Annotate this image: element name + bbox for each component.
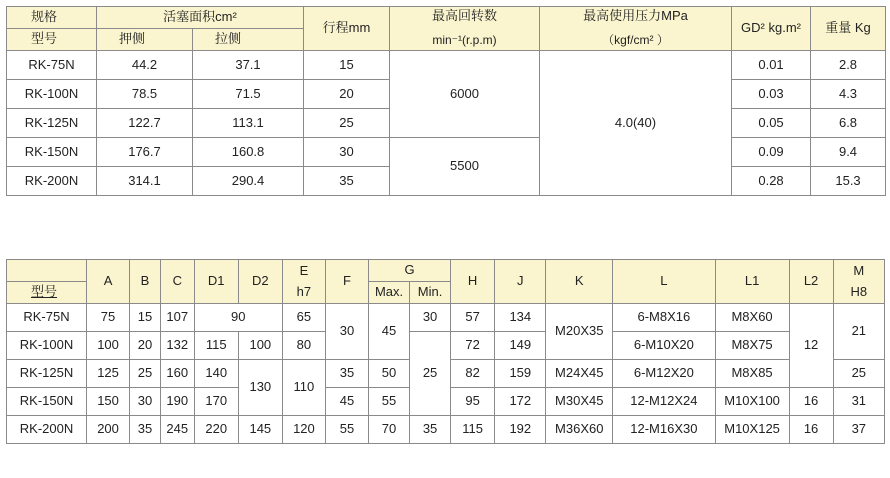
- header-weight: 重量 Kg: [811, 7, 886, 51]
- cell-pressure: 4.0(40): [540, 51, 732, 196]
- header-E-sub: h7: [296, 283, 312, 299]
- cell-J: 159: [495, 360, 546, 388]
- cell-model: RK-150N: [7, 138, 97, 167]
- cell-L1: M10X125: [715, 416, 789, 444]
- header-K: K: [546, 260, 613, 304]
- cell-push: 176.7: [97, 138, 193, 167]
- cell-L2-merged: 12: [789, 304, 833, 388]
- header-M-sub: H8: [850, 283, 868, 299]
- table-row: [7, 332, 885, 360]
- cell-B: 25: [130, 360, 161, 388]
- cell-E-merged: 110: [282, 360, 325, 416]
- cell-F: 35: [325, 360, 368, 388]
- cell-stroke: 30: [304, 138, 390, 167]
- header-M-label: M: [853, 262, 865, 278]
- table-row: [7, 138, 886, 167]
- cell-D2: 100: [238, 332, 282, 360]
- cell-F: 55: [325, 416, 368, 444]
- cell-L1: M8X85: [715, 360, 789, 388]
- table-row: [7, 304, 885, 332]
- header-gd2: GD² kg.m²: [732, 7, 811, 51]
- cell-L: 6-M12X20: [613, 360, 716, 388]
- cell-G-max: 55: [369, 388, 410, 416]
- cell-C: 190: [160, 388, 194, 416]
- cell-L: 12-M12X24: [613, 388, 716, 416]
- header-F: F: [325, 260, 368, 304]
- cell-B: 35: [130, 416, 161, 444]
- cell-J: 149: [495, 332, 546, 360]
- cell-stroke: 35: [304, 167, 390, 196]
- cell-G-max-merged: 45: [369, 304, 410, 360]
- header-D1: D1: [194, 260, 238, 304]
- cell-B: 15: [130, 304, 161, 332]
- cell-D2-merged: 130: [238, 360, 282, 416]
- cell-M-merged: 21: [833, 304, 884, 360]
- cell-D2: 145: [238, 416, 282, 444]
- cell-H: 57: [451, 304, 495, 332]
- cell-push: 44.2: [97, 51, 193, 80]
- cell-L1: M8X75: [715, 332, 789, 360]
- cell-A: 100: [87, 332, 130, 360]
- cell-A: 75: [87, 304, 130, 332]
- max-speed-unit: min⁻¹(r.p.m): [432, 33, 497, 48]
- cell-G-max: 70: [369, 416, 410, 444]
- header-A: A: [87, 260, 130, 304]
- cell-J: 172: [495, 388, 546, 416]
- cell-A: 125: [87, 360, 130, 388]
- header-piston-area: 活塞面积cm²: [97, 7, 304, 29]
- cell-model: RK-75N: [7, 51, 97, 80]
- cell-A: 150: [87, 388, 130, 416]
- cell-A: 200: [87, 416, 130, 444]
- header-model-blank: [7, 260, 87, 282]
- cell-weight: 9.4: [811, 138, 886, 167]
- cell-M: 37: [833, 416, 884, 444]
- cell-G-min-merged: 25: [410, 332, 451, 416]
- cell-E: 120: [282, 416, 325, 444]
- header-B: B: [130, 260, 161, 304]
- cell-B: 20: [130, 332, 161, 360]
- header-D2: D2: [238, 260, 282, 304]
- max-speed-label: 最高回转数: [432, 8, 498, 24]
- cell-L1: M10X100: [715, 388, 789, 416]
- cell-F-merged: 30: [325, 304, 368, 360]
- cell-K: M36X60: [546, 416, 613, 444]
- spec-table-dimensions: [6, 259, 885, 444]
- cell-stroke: 20: [304, 80, 390, 109]
- cell-gd2: 0.28: [732, 167, 811, 196]
- cell-L2: 16: [789, 388, 833, 416]
- header-M: [833, 260, 884, 304]
- cell-G-min: 35: [410, 416, 451, 444]
- header-E-label: E: [299, 262, 309, 278]
- cell-model: RK-125N: [7, 109, 97, 138]
- cell-L2: 16: [789, 416, 833, 444]
- cell-F: 45: [325, 388, 368, 416]
- cell-C: 160: [160, 360, 194, 388]
- cell-push: 314.1: [97, 167, 193, 196]
- cell-L: 6-M10X20: [613, 332, 716, 360]
- cell-model: RK-75N: [7, 304, 87, 332]
- cell-pull: 113.1: [193, 109, 304, 138]
- header-L2: L2: [789, 260, 833, 304]
- cell-model: RK-200N: [7, 167, 97, 196]
- cell-B: 30: [130, 388, 161, 416]
- header-model: 型号: [7, 282, 87, 304]
- header-max-speed: [390, 7, 540, 51]
- cell-weight: 4.3: [811, 80, 886, 109]
- header-G: G: [369, 260, 451, 282]
- cell-D1: 220: [194, 416, 238, 444]
- cell-G-max: 50: [369, 360, 410, 388]
- cell-D: 90: [194, 304, 282, 332]
- cell-model: RK-125N: [7, 360, 87, 388]
- cell-weight: 6.8: [811, 109, 886, 138]
- header-E: [282, 260, 325, 304]
- cell-pull: 71.5: [193, 80, 304, 109]
- cell-H: 72: [451, 332, 495, 360]
- header-model: 型号: [7, 29, 97, 51]
- cell-C: 245: [160, 416, 194, 444]
- cell-speed-5500: 5500: [390, 138, 540, 196]
- header-G-min: Min.: [410, 282, 451, 304]
- cell-push: 78.5: [97, 80, 193, 109]
- cell-G-min: 30: [410, 304, 451, 332]
- cell-gd2: 0.09: [732, 138, 811, 167]
- cell-speed-6000: 6000: [390, 51, 540, 138]
- cell-C: 107: [160, 304, 194, 332]
- cell-gd2: 0.03: [732, 80, 811, 109]
- header-H: H: [451, 260, 495, 304]
- cell-pull: 290.4: [193, 167, 304, 196]
- header-L1: L1: [715, 260, 789, 304]
- spec-table-performance: [6, 6, 886, 196]
- cell-pull: 37.1: [193, 51, 304, 80]
- cell-gd2: 0.05: [732, 109, 811, 138]
- header-J: J: [495, 260, 546, 304]
- cell-gd2: 0.01: [732, 51, 811, 80]
- cell-M: 25: [833, 360, 884, 388]
- cell-model: RK-200N: [7, 416, 87, 444]
- header-pull: 拉侧: [193, 29, 304, 51]
- cell-model: RK-150N: [7, 388, 87, 416]
- cell-H: 95: [451, 388, 495, 416]
- cell-L: 12-M16X30: [613, 416, 716, 444]
- cell-L: 6-M8X16: [613, 304, 716, 332]
- cell-model: RK-100N: [7, 80, 97, 109]
- cell-stroke: 25: [304, 109, 390, 138]
- header-stroke: 行程mm: [304, 7, 390, 51]
- cell-C: 132: [160, 332, 194, 360]
- cell-H: 82: [451, 360, 495, 388]
- cell-J: 192: [495, 416, 546, 444]
- cell-M: 31: [833, 388, 884, 416]
- cell-push: 122.7: [97, 109, 193, 138]
- header-L: L: [613, 260, 716, 304]
- cell-L1: M8X60: [715, 304, 789, 332]
- header-push: 押侧: [97, 29, 193, 51]
- cell-K-merged: M20X35: [546, 304, 613, 360]
- header-max-pressure: [540, 7, 732, 51]
- cell-stroke: 15: [304, 51, 390, 80]
- cell-model: RK-100N: [7, 332, 87, 360]
- table-row: [7, 416, 885, 444]
- cell-E: 65: [282, 304, 325, 332]
- cell-weight: 15.3: [811, 167, 886, 196]
- max-pressure-label: 最高使用压力MPa: [583, 8, 688, 24]
- cell-E: 80: [282, 332, 325, 360]
- cell-K: M24X45: [546, 360, 613, 388]
- cell-D1: 115: [194, 332, 238, 360]
- cell-D1: 170: [194, 388, 238, 416]
- header-spec: 规格: [7, 7, 97, 29]
- header-C: C: [160, 260, 194, 304]
- cell-D1: 140: [194, 360, 238, 388]
- cell-weight: 2.8: [811, 51, 886, 80]
- cell-pull: 160.8: [193, 138, 304, 167]
- cell-K: M30X45: [546, 388, 613, 416]
- table-row: [7, 51, 886, 80]
- cell-J: 134: [495, 304, 546, 332]
- max-pressure-unit: （kgf/cm² ）: [602, 33, 669, 48]
- header-G-max: Max.: [369, 282, 410, 304]
- cell-H: 115: [451, 416, 495, 444]
